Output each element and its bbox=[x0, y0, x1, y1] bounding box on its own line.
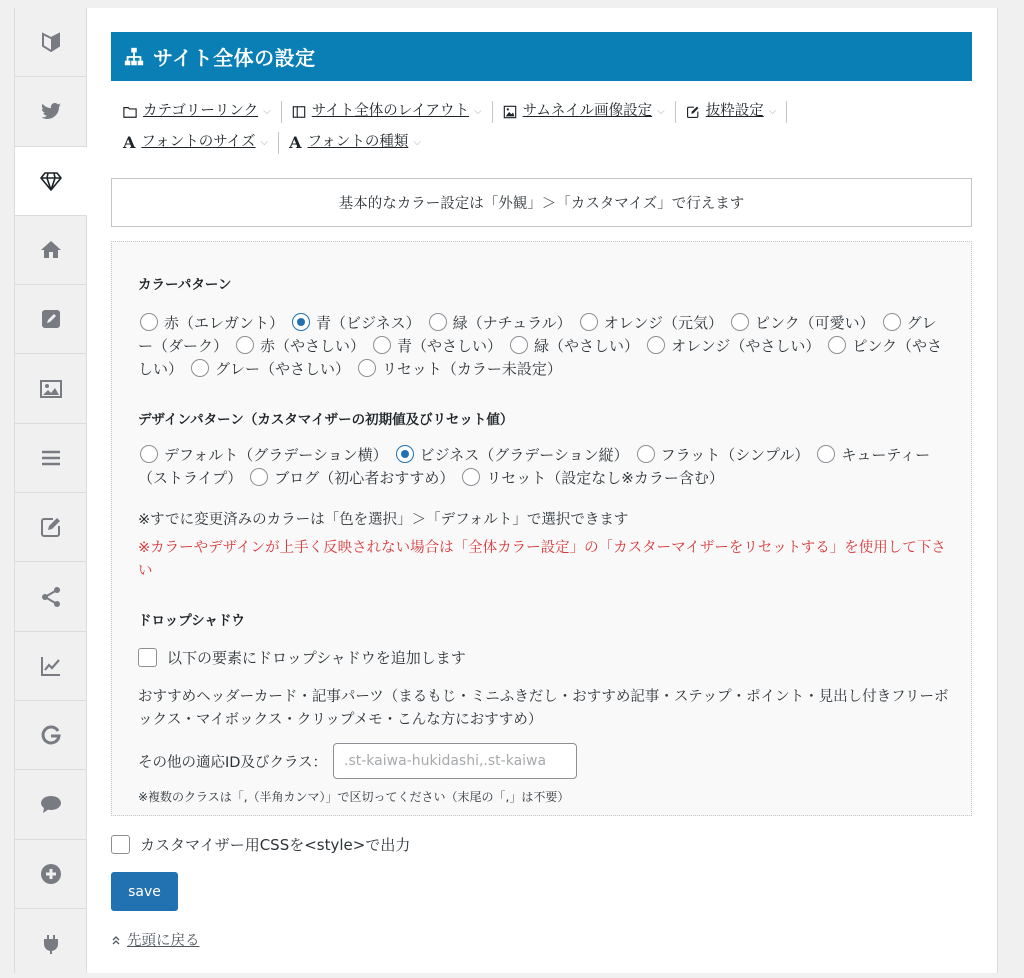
custom-class-label: その他の適応ID及びクラス： bbox=[138, 754, 328, 771]
edit-icon bbox=[39, 515, 63, 539]
chevron-down-icon: ⌵ bbox=[768, 106, 777, 117]
chevron-down-icon: ⌵ bbox=[260, 137, 269, 148]
color-settings-notice: 基本的なカラー設定は「外観」＞「カスタマイズ」で行えます bbox=[111, 178, 972, 227]
back-to-top-label: 先頭に戻る bbox=[127, 933, 200, 949]
radio-label: リセット（設定なし※カラー含む） bbox=[486, 469, 724, 487]
image-icon bbox=[39, 377, 63, 401]
divider bbox=[675, 101, 676, 123]
sidebar-item-edit[interactable] bbox=[15, 493, 86, 562]
subnav-label: フォントのサイズ bbox=[141, 134, 256, 150]
save-button[interactable]: save bbox=[111, 872, 178, 911]
sidebar-item-share[interactable] bbox=[15, 562, 86, 631]
sidebar-item-comment[interactable] bbox=[15, 770, 86, 839]
sidebar-item-analytics[interactable] bbox=[15, 632, 86, 701]
sidebar-item-image[interactable] bbox=[15, 354, 86, 423]
design-pattern-options bbox=[138, 444, 950, 490]
divider bbox=[278, 132, 279, 154]
subnav-excerpt-settings[interactable] bbox=[686, 96, 787, 127]
sidebar-item-plugin[interactable] bbox=[15, 909, 86, 978]
sidebar-item-menu[interactable] bbox=[15, 424, 86, 493]
subnav-font-size[interactable] bbox=[123, 127, 278, 158]
radio-button[interactable] bbox=[731, 313, 749, 331]
radio-label: オレンジ（やさしい） bbox=[671, 337, 821, 355]
sidebar-item-add[interactable] bbox=[15, 840, 86, 909]
drop-shadow-checkbox-label: 以下の要素にドロップシャドウを追加します bbox=[167, 649, 466, 667]
subnav-font-type[interactable] bbox=[289, 127, 431, 158]
design-pattern-heading: デザインパターン（カスタマイザーの初期値及びリセット値） bbox=[138, 412, 514, 428]
main-panel bbox=[87, 8, 998, 973]
drop-shadow-elements-text: おすすめヘッダーカード・記事パーツ（まるもじ・ミニふきだし・おすすめ記事・ステップ・ポイント・見出し付きフリーボックス・マイボックス・クリップメモ・こんな方におすすめ） bbox=[138, 689, 949, 728]
chevron-down-icon: ⌵ bbox=[413, 137, 421, 148]
radio-label: オレンジ（元気） bbox=[603, 314, 723, 332]
divider bbox=[786, 101, 787, 123]
radio-label: ブログ（初心者おすすめ） bbox=[274, 469, 455, 487]
chevron-down-icon: ⌵ bbox=[657, 106, 665, 117]
layout-icon bbox=[292, 105, 306, 119]
radio-button[interactable] bbox=[637, 445, 655, 463]
sidebar-item-site-settings[interactable] bbox=[15, 147, 87, 216]
subnav-site-layout[interactable] bbox=[292, 96, 492, 127]
radio-label: グレー（やさしい） bbox=[215, 360, 351, 378]
sidebar-item-post[interactable] bbox=[15, 285, 86, 354]
color-pattern-options bbox=[138, 312, 950, 381]
css-output-checkbox[interactable] bbox=[111, 835, 130, 854]
beginner-mark-icon bbox=[39, 30, 63, 54]
settings-subnav bbox=[123, 96, 963, 158]
radio-button-selected[interactable] bbox=[292, 313, 310, 331]
color-pattern-heading: カラーパターン bbox=[138, 277, 232, 293]
sidebar-item-google[interactable] bbox=[15, 701, 86, 770]
back-to-top-link[interactable] bbox=[111, 929, 200, 950]
divider bbox=[492, 101, 493, 123]
speech-bubble-icon bbox=[39, 792, 63, 816]
folder-icon bbox=[123, 105, 137, 119]
radio-label: 青（やさしい） bbox=[397, 337, 503, 355]
radio-button[interactable] bbox=[462, 468, 480, 486]
subnav-label: サムネイル画像設定 bbox=[522, 103, 653, 119]
color-settings-box bbox=[111, 241, 972, 816]
radio-button[interactable] bbox=[429, 313, 447, 331]
chevron-down-icon: ⌵ bbox=[474, 106, 482, 117]
radio-button-selected[interactable] bbox=[396, 445, 414, 463]
sidebar-item-home[interactable] bbox=[15, 216, 86, 285]
subnav-label: フォントの種類 bbox=[307, 134, 409, 150]
radio-button[interactable] bbox=[191, 359, 209, 377]
subnav-label: 抜粋設定 bbox=[705, 103, 764, 119]
edit-icon bbox=[686, 105, 700, 119]
radio-label: フラット（シンプル） bbox=[660, 446, 810, 464]
drop-shadow-option bbox=[138, 647, 466, 668]
color-default-note: ※すでに変更済みのカラーは「色を選択」＞「デフォルト」で選択できます bbox=[138, 512, 629, 528]
reset-warning: ※カラーやデザインが上手く反映されない場合は「全体カラー設定」の「カスターマイザーをリセットする」を使用して下さい bbox=[138, 540, 946, 579]
custom-class-input[interactable] bbox=[333, 743, 577, 779]
sidebar-item-beginner[interactable] bbox=[15, 8, 86, 77]
google-g-icon bbox=[39, 723, 63, 747]
plus-circle-icon bbox=[39, 862, 63, 886]
home-icon bbox=[39, 238, 63, 262]
radio-label: 緑（ナチュラル） bbox=[452, 314, 572, 332]
twitter-bird-icon bbox=[39, 99, 63, 123]
double-chevron-up-icon bbox=[111, 935, 121, 945]
subnav-label: カテゴリーリンク bbox=[143, 103, 259, 119]
settings-sidebar bbox=[14, 8, 87, 973]
radio-label: 赤（エレガント） bbox=[164, 314, 285, 332]
radio-label: デフォルト（グラデーション横） bbox=[164, 446, 388, 464]
radio-button[interactable] bbox=[236, 336, 254, 354]
radio-button[interactable] bbox=[580, 313, 598, 331]
custom-class-field-row bbox=[138, 743, 577, 779]
plug-icon bbox=[39, 932, 63, 956]
subnav-thumbnail-settings[interactable] bbox=[503, 96, 675, 127]
radio-button[interactable] bbox=[140, 445, 158, 463]
radio-button[interactable] bbox=[250, 468, 268, 486]
divider bbox=[281, 101, 282, 123]
radio-button[interactable] bbox=[140, 313, 158, 331]
hamburger-menu-icon bbox=[39, 446, 63, 470]
drop-shadow-heading: ドロップシャドウ bbox=[138, 613, 245, 629]
picture-icon bbox=[503, 105, 517, 119]
radio-button[interactable] bbox=[817, 445, 835, 463]
font-icon: A bbox=[289, 133, 302, 152]
radio-button[interactable] bbox=[358, 359, 376, 377]
radio-button[interactable] bbox=[647, 336, 665, 354]
radio-button[interactable] bbox=[373, 336, 391, 354]
css-output-option bbox=[111, 834, 410, 855]
radio-label: グレー（ダーク） bbox=[138, 314, 937, 355]
subnav-category-link[interactable] bbox=[123, 96, 281, 127]
radio-label: リセット（カラー未設定） bbox=[382, 360, 562, 378]
radio-label: ピンク（可愛い） bbox=[754, 314, 875, 332]
css-output-checkbox-label: カスタマイザー用CSSを<style>で出力 bbox=[140, 836, 411, 854]
sitemap-icon bbox=[123, 46, 145, 68]
diamond-icon bbox=[39, 169, 63, 193]
radio-label: ビジネス（グラデーション縦） bbox=[419, 446, 629, 464]
radio-button[interactable] bbox=[883, 313, 901, 331]
radio-label: 赤（やさしい） bbox=[260, 337, 366, 355]
chevron-down-icon: ⌵ bbox=[263, 106, 271, 117]
font-icon: A bbox=[123, 133, 136, 152]
subnav-label: サイト全体のレイアウト bbox=[311, 103, 470, 119]
class-separator-note: ※複数のクラスは「,（半角カンマ）」で区切ってください（末尾の「,」は不要） bbox=[138, 790, 570, 804]
drop-shadow-checkbox[interactable] bbox=[138, 648, 157, 667]
radio-button[interactable] bbox=[510, 336, 528, 354]
page-title: サイト全体の設定 bbox=[153, 46, 316, 70]
radio-label: ピンク（やさしい） bbox=[138, 337, 943, 378]
radio-button[interactable] bbox=[828, 336, 846, 354]
sidebar-item-twitter[interactable] bbox=[15, 77, 86, 146]
page-title-bar bbox=[111, 32, 972, 81]
radio-label: 青（ビジネス） bbox=[316, 314, 421, 332]
radio-label: キューティー（ストライプ） bbox=[138, 446, 931, 487]
radio-label: 緑（やさしい） bbox=[534, 337, 640, 355]
share-icon bbox=[39, 585, 63, 609]
line-chart-icon bbox=[39, 654, 63, 678]
pencil-square-icon bbox=[39, 307, 63, 331]
